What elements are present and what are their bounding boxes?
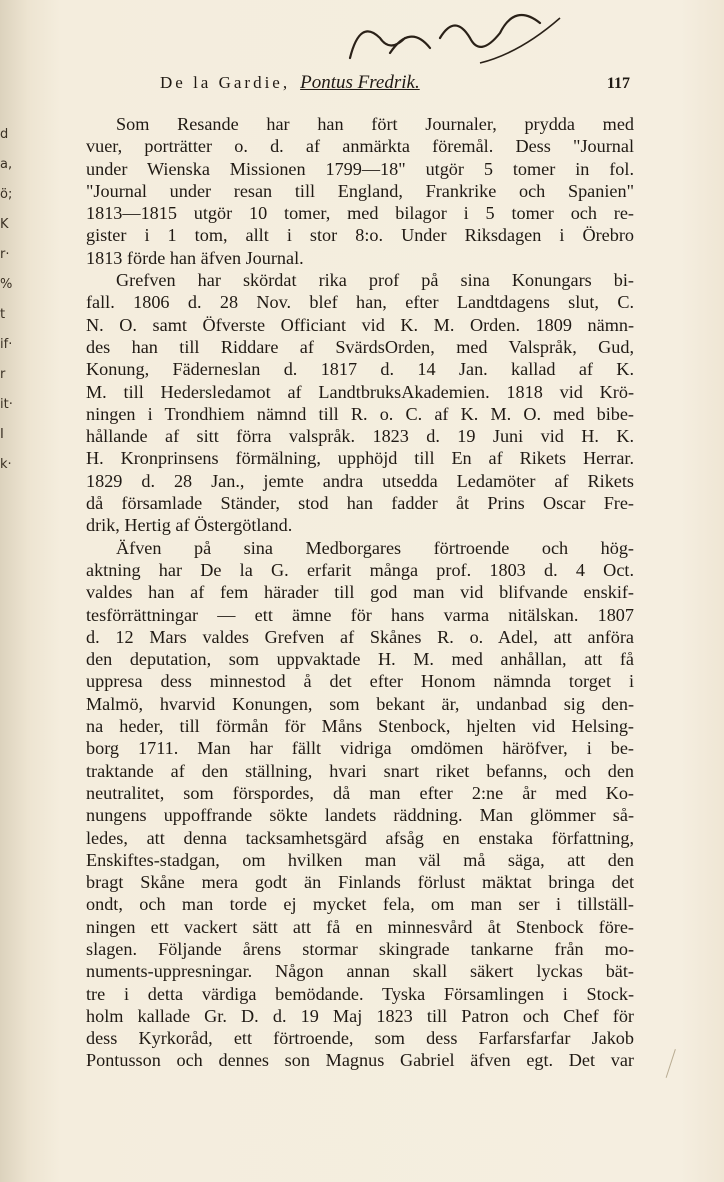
- text-line: "Journal under resan till England, Frankrike och Spanien": [86, 180, 634, 201]
- text-line: Grefven har skördat rika prof på sina Konungars bi-: [116, 270, 634, 291]
- page-number: 117: [606, 75, 630, 92]
- text-line: tesförrättningar — ett ämne för hans varma nitälskan. 1807: [86, 604, 634, 625]
- text-line: na heder, till förmån för Måns Stenbock, hjelten vid Helsing-: [86, 716, 634, 737]
- text-line: den deputation, som uppvaktade H. M. med anhållan, att få: [86, 649, 634, 670]
- text-line: ondt, och man torde ej mycket fela, om man ser i tillställ-: [86, 894, 634, 915]
- handwritten-name: Pontus Fredrik.: [300, 72, 420, 93]
- text-line: d. 12 Mars valdes Grefven af Skånes R. o. Adel, att anföra: [86, 626, 634, 647]
- page-header: [160, 72, 630, 98]
- pencil-mark: [666, 1049, 686, 1081]
- text-line: under Wienska Missionen 1799—18" utgör 5 tomer in fol.: [86, 158, 634, 179]
- text-line: M. till Hedersledamot af LandtbruksAkademien. 1818 vid Krö-: [86, 381, 634, 402]
- gutter-marks: d a, ö; K r· % t if· r it· I k·: [0, 127, 13, 472]
- body-text: [86, 113, 634, 1072]
- text-line: ningen i Trondhiem nämnd till R. o. C. af K. M. O. med bibe-: [86, 403, 634, 424]
- running-head: De la Gardie,: [160, 73, 291, 92]
- text-line: N. O. samt Öfverste Officiant vid K. M. Orden. 1809 nämn-: [86, 314, 634, 335]
- text-line: Malmö, hvarvid Konungen, som bekant är, undanbad sig den-: [86, 693, 634, 714]
- text-line: Äfven på sina Medborgares förtroende och hög-: [116, 537, 634, 558]
- text-line: ningen ett vackert sätt att få en minnesvård åt Stenbock före-: [86, 916, 634, 937]
- text-line: numents-uppresningar. Någon annan skall säkert lyckas bät-: [86, 961, 634, 982]
- text-line: fall. 1806 d. 28 Nov. blef han, efter Landtdagens slut, C.: [86, 292, 634, 313]
- text-line: H. Kronprinsens förmälning, upphöjd till En af Rikets Herrar.: [86, 448, 634, 469]
- text-line: dess Kyrkoråd, ett förtroende, som dess Farfarsfarfar Jakob: [86, 1028, 634, 1049]
- text-line: ledes, att denna tacksamhetsgärd afsåg en enstaka författning,: [86, 827, 634, 848]
- text-line: hållande af sitt förra valspråk. 1823 d. 19 Juni vid H. K.: [86, 426, 634, 447]
- text-line: 1813 förde han äfven Journal.: [86, 247, 304, 268]
- text-line: då församlade Ständer, stod han fadder åt Prins Oscar Fre-: [86, 493, 634, 514]
- text-line: tre i detta värdiga bemödande. Tyska Församlingen i Stock-: [86, 983, 634, 1004]
- text-line: Pontusson och dennes son Magnus Gabriel äfven egt. Det var: [86, 1050, 634, 1071]
- text-line: Enskiftes-stadgan, om hvilken man väl må säga, att den: [86, 849, 634, 870]
- text-line: uppresa dess minnestod å det efter Honom nämnda torget i: [86, 671, 634, 692]
- handwritten-annotation: [330, 8, 570, 78]
- text-line: slagen. Följande årens stormar skingrade tankarne från mo-: [86, 938, 634, 959]
- text-line: gister i 1 tom, allt i stor 8:o. Under Riksdagen i Örebro: [86, 225, 634, 246]
- text-line: vuer, porträtter o. d. af anmärkta föremål. Dess "Journal: [86, 136, 634, 157]
- text-line: bragt Skåne mera godt än Finlands förlust mäktat bringa det: [86, 872, 634, 893]
- text-line: 1813—1815 utgör 10 tomer, med bilagor i 5 tomer och re-: [86, 203, 634, 224]
- text-line: 1829 d. 28 Jan., jemte andra utsedda Ledamöter af Rikets: [86, 470, 634, 491]
- text-line: aktning har De la G. erfarit många prof. 1803 d. 4 Oct.: [86, 559, 634, 580]
- text-line: neutralitet, som förspordes, då man efter 2:ne år med Ko-: [86, 782, 634, 803]
- text-line: Som Resande har han fört Journaler, prydda med: [116, 114, 634, 134]
- text-line: des han till Riddare af SvärdsOrden, med Valspråk, Gud,: [86, 336, 634, 357]
- text-line: borg 1711. Man har fällt vidriga omdömen häröfver, i be-: [86, 738, 634, 759]
- text-line: valdes han af fem härader till god man vid blifvande enskif-: [86, 582, 634, 603]
- text-line: traktande af den ställning, hvari snart riket befanns, och den: [86, 760, 634, 781]
- text-line: holm kallade Gr. D. d. 19 Maj 1823 till Patron och Chef för: [86, 1005, 634, 1026]
- text-line: nungens uppoffrande sökte landets räddning. Man glömmer så-: [86, 805, 634, 826]
- text-line: Konung, Fäderneslan d. 1817 d. 14 Jan. kallad af K.: [86, 359, 634, 380]
- text-line: drik, Hertig af Östergötland.: [86, 515, 293, 536]
